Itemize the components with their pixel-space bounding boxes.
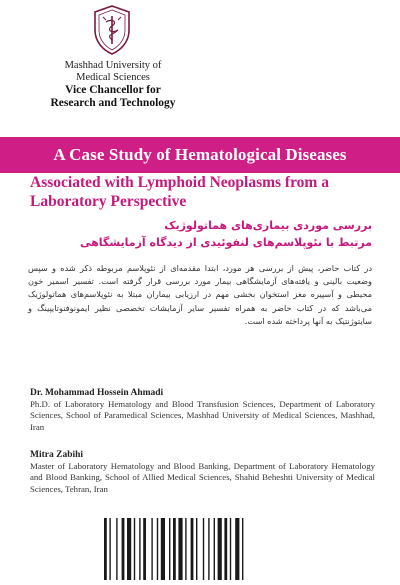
persian-title [42, 217, 372, 251]
barcode-bar [122, 518, 125, 580]
author-name: Mitra Zabihi [30, 450, 84, 460]
author-bio: Ph.D. of Laboratory Hematology and Blood Transfusion Sciences, Department of Laboratory Sciences, School of Paramedical Sciences, Mashhad University of Medical Sciences, Mashhad, Iran [30, 399, 375, 432]
barcode-bar [127, 518, 131, 580]
vice-chancellor-line-2: Research and Technology [50, 97, 176, 109]
barcode-bar [185, 518, 186, 580]
barcode-bar [218, 518, 222, 580]
university-name-line-2: Medical Sciences [76, 72, 150, 83]
book-subtitle: Associated with Lymphoid Neoplasms from a Laboratory Perspective [30, 174, 329, 210]
author-entry [30, 449, 375, 495]
university-affiliation [28, 60, 198, 110]
persian-title-line-2: مرتبط با نئوپلاسم‌های لنفوئیدی از دیدگاه آزمایشگاهی [80, 236, 372, 249]
barcode-bar [230, 518, 231, 580]
author-entry [30, 387, 375, 433]
author-bio: Master of Laboratory Hematology and Blood Banking, Department of Laboratory Hematology and Blood Banking, School of Allied Medical Sciences, Shahid Beheshti University of Medical Sciences, Tehran, Iran [30, 461, 375, 494]
barcode-bar [203, 518, 204, 580]
book-title: A Case Study of Hematological Diseases [53, 145, 347, 164]
barcode-bar [161, 518, 165, 580]
barcode-bar [116, 518, 117, 580]
barcode-bar [139, 518, 140, 580]
barcode-bar [151, 518, 152, 580]
title-banner [0, 137, 400, 173]
persian-title-line-1: بررسی موردی بیماری‌های هماتولوژیک [164, 219, 372, 232]
barcode-bar [109, 518, 110, 580]
barcode-bar [104, 518, 107, 580]
barcode-bar [191, 518, 194, 580]
university-emblem-icon [92, 4, 132, 56]
barcode-bar [224, 518, 227, 580]
barcode-bar [173, 518, 176, 580]
barcode-bar [235, 518, 239, 580]
barcode-bar [242, 518, 243, 580]
barcode-bar [178, 518, 182, 580]
barcode-bar [208, 518, 209, 580]
barcode-bar [143, 518, 146, 580]
barcode-bar [196, 518, 197, 580]
barcode-bar [169, 518, 170, 580]
persian-description: در کتاب حاضر، پیش از بررسی هر مورد، ابتدا مقدمه‌ای از نئوپلاسم مربوطه ذکر شده و سپس وضعیت بالینی و یافته‌های آزمایشگاهی بیمار مورد بررسی قرار گرفته است. تفسیر اسمیر خون محیطی و آسپیره مغز استخوان بخشی مهم در ارزیابی بیماران مبتلا به نئوپلاسم‌های هماتولوژیک می‌باشد که در کتاب حاضر به همراه تفسیر سایر آزمایشات تخصصی نظیر ایمونوفنوتایپینگ و سایتوژنتیک به آنها پرداخته شده است. [28, 263, 372, 326]
author-name: Dr. Mohammad Hossein Ahmadi [30, 388, 164, 398]
barcode-icon [100, 510, 300, 580]
barcode-bar [134, 518, 135, 580]
vice-chancellor-line-1: Vice Chancellor for [65, 84, 161, 96]
barcode-bar [157, 518, 158, 580]
barcode-bar [214, 518, 215, 580]
university-name-line-1: Mashhad University of [64, 60, 162, 71]
